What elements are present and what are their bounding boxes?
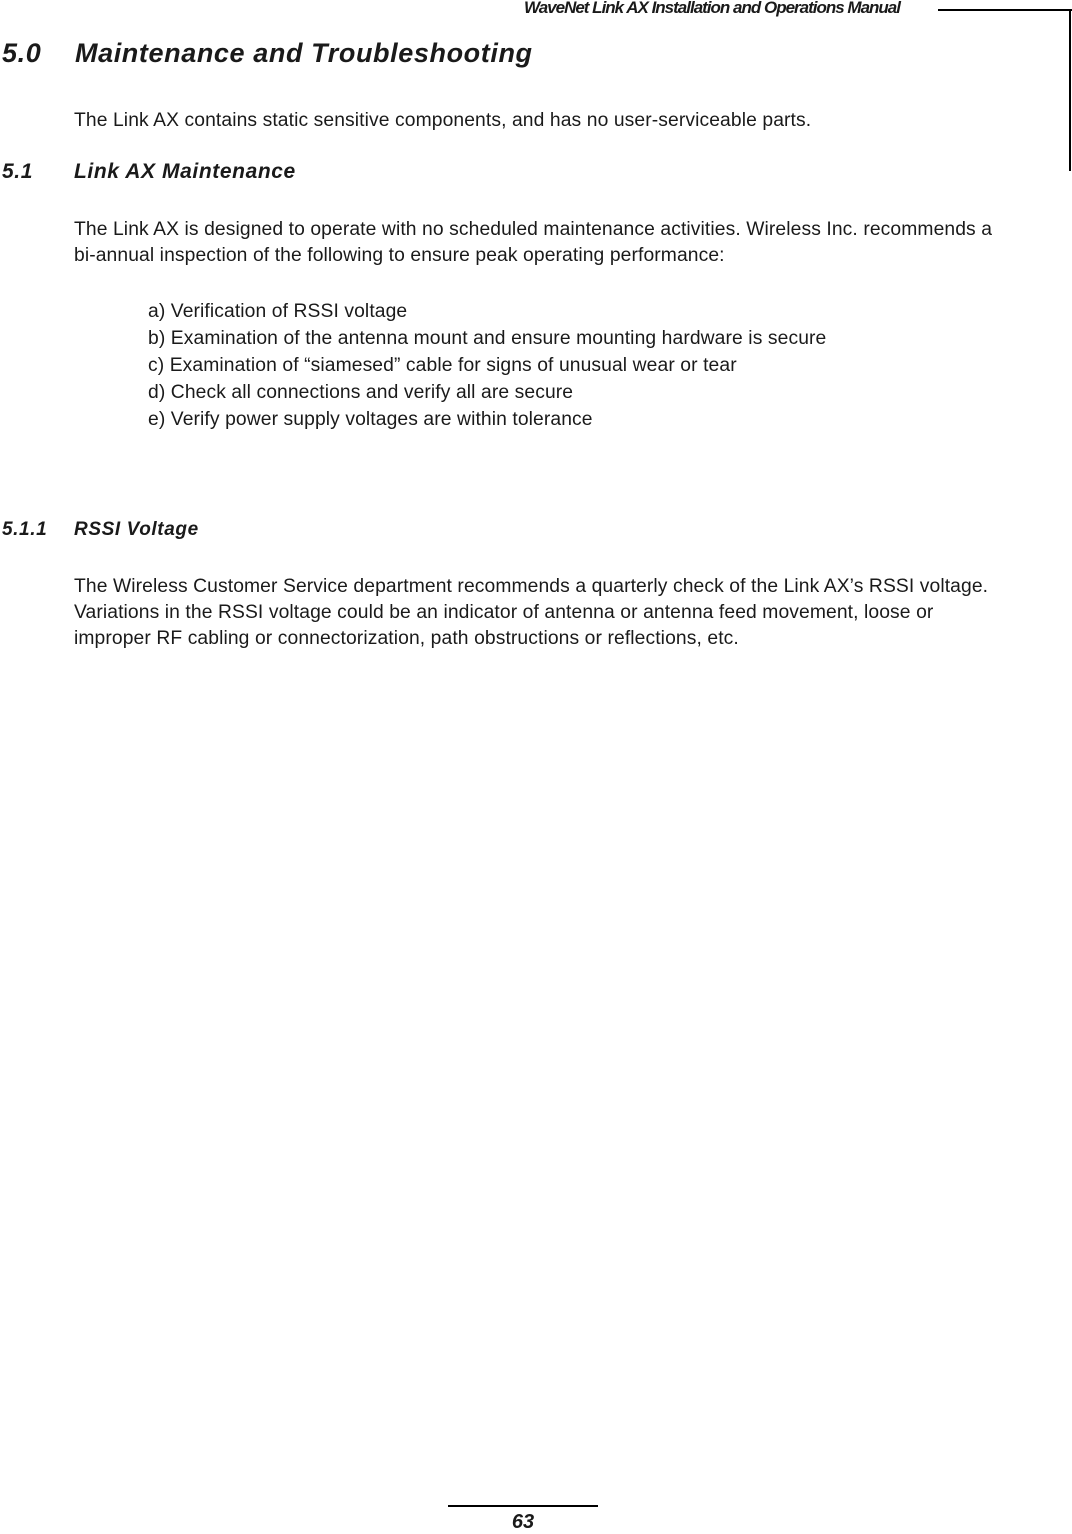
section-5-1-body: The Link AX is designed to operate with no scheduled maintenance activities. Wireless Inc. recommends a bi-annual inspection of the following to ensure peak operating performance: <box>74 219 993 266</box>
header-rule-horizontal <box>938 9 1072 11</box>
section-heading-5-1 <box>2 160 296 184</box>
list-item: a) Verification of RSSI voltage <box>148 301 408 322</box>
section-number: 5.1.1 <box>2 519 48 540</box>
section-heading-5-0 <box>2 38 533 69</box>
section-title: Link AX Maintenance <box>74 160 296 183</box>
list-item: d) Check all connections and verify all are secure <box>148 382 574 403</box>
footer-rule <box>448 1505 598 1507</box>
section-5-1-1-body: The Wireless Customer Service department recommends a quarterly check of the Link AX’s RSSI voltage. Variations in the RSSI voltage could be an indicator of antenna or antenna feed movement, loose or improper RF cabling or connectorization, path obstructions or reflections, etc. <box>74 576 989 649</box>
list-item: e) Verify power supply voltages are within tolerance <box>148 409 593 430</box>
inspection-list <box>148 298 826 433</box>
section-title: Maintenance and Troubleshooting <box>75 38 533 68</box>
section-number: 5.1 <box>2 160 33 183</box>
running-header: WaveNet Link AX Installation and Operations Manual <box>523 0 900 17</box>
section-number: 5.0 <box>2 38 42 68</box>
header-rule-vertical <box>1069 9 1071 171</box>
list-item: c) Examination of “siamesed” cable for signs of unusual wear or tear <box>148 355 737 376</box>
page-number: 63 <box>511 1511 535 1533</box>
section-heading-5-1-1 <box>2 519 199 541</box>
list-item: b) Examination of the antenna mount and ensure mounting hardware is secure <box>148 328 827 349</box>
section-title: RSSI Voltage <box>74 519 199 540</box>
section-5-0-body: The Link AX contains static sensitive components, and has no user-serviceable parts. <box>74 110 812 131</box>
